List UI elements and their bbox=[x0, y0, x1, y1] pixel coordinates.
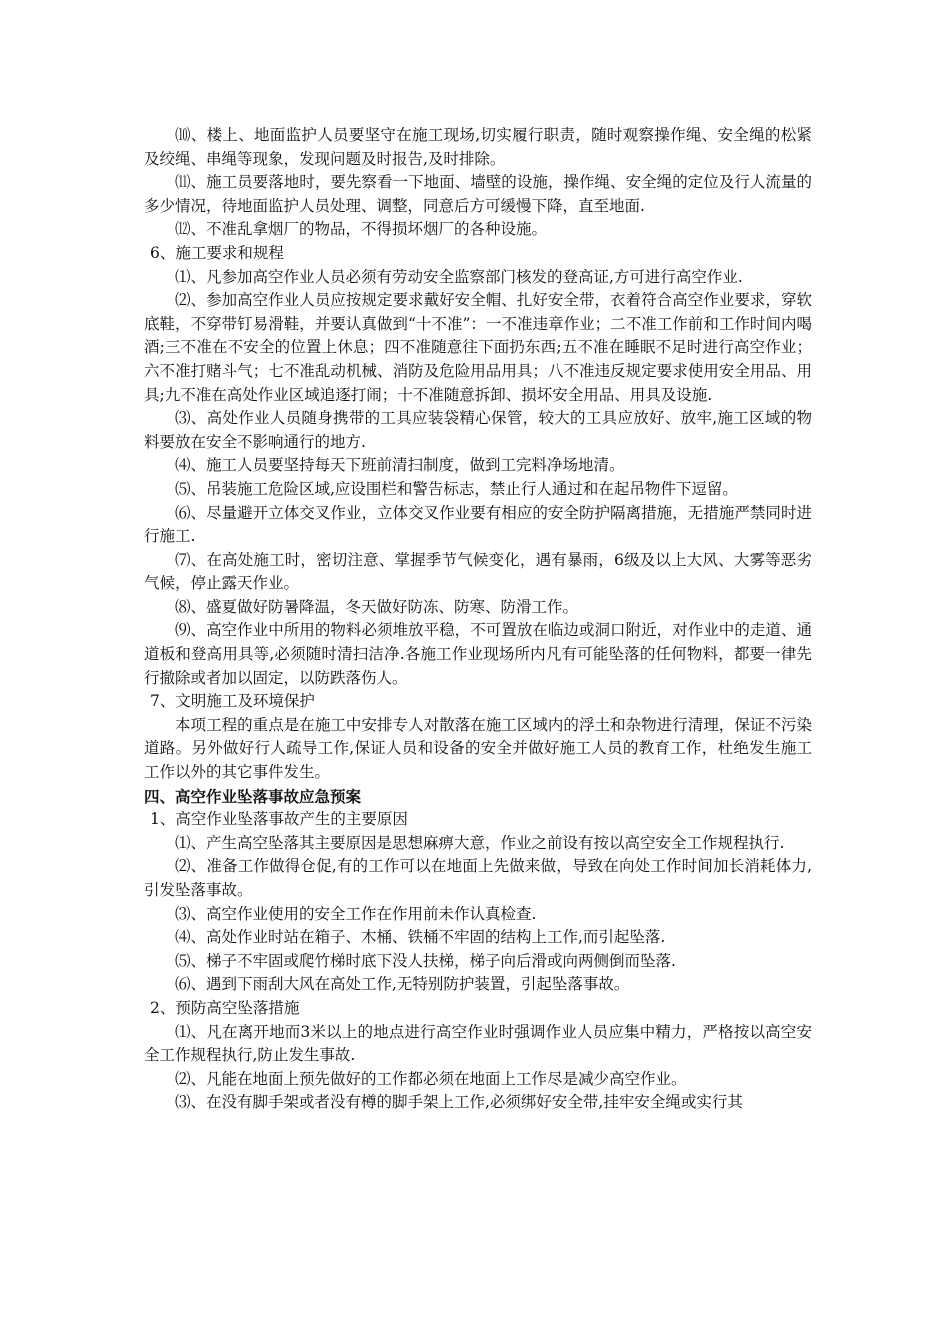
paragraph: ⑻、盛夏做好防暑降温，冬天做好防冻、防寒、防滑工作。 bbox=[175, 597, 579, 616]
paragraph: 本项工程的重点是在施工中安排专人对散落在施工区域内的浮土和杂物进行清理，保证不污染道路。另外做好行人疏导工作,保证人员和设备的安全并做好施工人员的教育工作，杜绝发生施工工作以外的其它事件发生。 bbox=[144, 715, 812, 782]
paragraph: ⑴、凡在离开地而3米以上的地点进行高空作业时强调作业人员应集中精力，严格按以高空安全工作规程执行,防止发生事故. bbox=[144, 1022, 812, 1065]
chapter-heading: 四、高空作业坠落事故应急预案 bbox=[144, 786, 362, 806]
paragraph: ⑿、不准乱拿烟厂的物品，不得损坏烟厂的各种设施。 bbox=[175, 220, 548, 239]
section-heading: 6、施工要求和规程 bbox=[150, 243, 284, 262]
paragraph: ⑹、遇到下雨刮大风在高处工作,无特别防护装置，引起坠落事故。 bbox=[175, 975, 630, 994]
paragraph: ⑶、高处作业人员随身携带的工具应装袋精心保管，较大的工具应放好、放牢,施工区域的物料要放在安全不影响通行的地方. bbox=[144, 409, 812, 451]
paragraph: ⑹、尽量避开立体交叉作业，立体交叉作业要有相应的安全防护隔离措施，无措施严禁同时进行施工. bbox=[144, 503, 812, 546]
paragraph: ⑺、在高处施工时，密切注意、掌握季节气候变化，遇有暴雨，6级及以上大风、大雾等恶劣气候，停止露天作业。 bbox=[144, 550, 812, 593]
paragraph: ⑸、吊装施工危险区域,应设围栏和警告标志，禁止行人通过和在起吊物件下逗留。 bbox=[175, 479, 738, 498]
document-body bbox=[144, 124, 812, 1115]
paragraph: ⑶、在没有脚手架或者没有樽的脚手架上工作,必须绑好安全带,挂牢安全绳或实行其 bbox=[175, 1093, 743, 1112]
paragraph: ⑴、凡参加高空作业人员必须有劳动安全监察部门核发的登高证,方可进行高空作业. bbox=[175, 267, 743, 286]
paragraph: ⑵、参加高空作业人员应按规定要求戴好安全帽、扎好安全带，衣着符合高空作业要求，穿软底鞋，不穿带钉易滑鞋，并要认真做到“十不准”：一不准违章作业；二不准工作前和工作时间内喝酒;三不准在不安全的位置上休息；四不准随意往下面扔东西;五不准在睡眠不足时进行高空作业；六不准打赌斗气；七不准乱动机械、消防及危险用品用具；八不准违反规定要求使用安全用品、用具;九不准在高处作业区域追逐打闹；十不准随意拆卸、损坏安全用品、用具及设施. bbox=[144, 291, 812, 404]
paragraph: ⑴、产生高空坠落其主要原因是思想麻痹大意，作业之前设有按以高空安全工作规程执行. bbox=[175, 833, 785, 852]
paragraph: ⑷、施工人员要坚持每天下班前清扫制度，做到工完料净场地清。 bbox=[175, 456, 625, 475]
paragraph: ⑵、准备工作做得仓促,有的工作可以在地面上先做来做，导致在向处工作时间加长消耗体力,引发坠落事故。 bbox=[144, 857, 812, 899]
paragraph: ⑶、高空作业使用的安全工作在作用前未作认真检查. bbox=[175, 904, 537, 923]
section-heading: 1、高空作业坠落事故产生的主要原因 bbox=[150, 810, 408, 829]
paragraph: ⑼、高空作业中所用的物料必须堆放平稳，不可置放在临边或洞口附近，对作业中的走道、通道板和登高用具等,必须随时清扫洁净.各施工作业现场所内凡有可能坠落的任何物料，都要一律先行撤除或者加以固定，以防跌落伤人。 bbox=[144, 621, 812, 687]
section-heading: 7、文明施工及环境保护 bbox=[150, 692, 315, 711]
section-heading: 2、预防高空坠落措施 bbox=[150, 998, 300, 1017]
paragraph: ⑷、高处作业时站在箱子、木桶、铁桶不牢固的结构上工作,而引起坠落. bbox=[175, 928, 666, 947]
paragraph: ⑵、凡能在地面上预先做好的工作都必须在地面上工作尽是减少高空作业。 bbox=[175, 1069, 687, 1088]
paragraph: ⑸、梯子不牢固或爬竹梯时底下没人扶梯，梯子向后滑或向两侧倒而坠落. bbox=[175, 951, 676, 970]
paragraph: ⑽、楼上、地面监护人员要坚守在施工现场,切实履行职责，随时观察操作绳、安全绳的松紧及绞绳、串绳等现象，发现问题及时报告,及时排除。 bbox=[144, 126, 812, 168]
paragraph: ⑾、施工员要落地时，要先察看一下地面、墙壁的设施，操作绳、安全绳的定位及行人流量的多少情况，待地面监护人员处理、调整，同意后方可缓慢下降，直至地面. bbox=[144, 173, 812, 215]
